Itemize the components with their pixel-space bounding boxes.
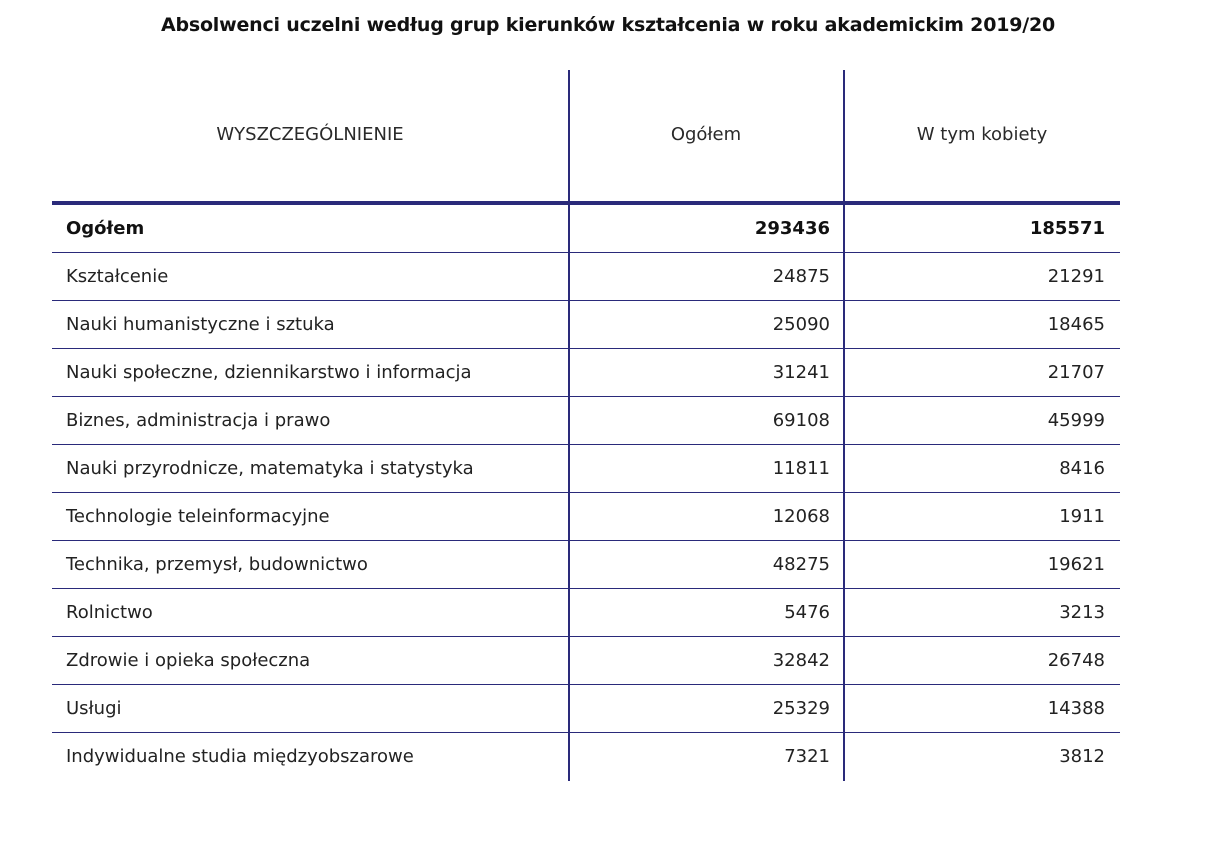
row-label: Biznes, administracja i prawo [66,410,331,431]
row-total-value: 7321 [784,746,830,767]
row-total-value: 32842 [772,650,830,671]
table-row-total [52,205,1120,253]
row-label: Indywidualne studia międzyobszarowe [66,746,414,767]
row-total-value: 11811 [772,458,830,479]
row-women-value: 3213 [1059,602,1105,623]
row-label: Zdrowie i opieka społeczna [66,650,311,671]
row-total-value: 69108 [772,410,830,431]
row-women-value: 18465 [1047,314,1105,335]
table-row [52,637,1120,685]
row-label: Technologie teleinformacyjne [66,506,330,527]
row-total-value: 293436 [754,218,830,239]
row-label: Rolnictwo [66,602,153,623]
row-women-value: 26748 [1047,650,1105,671]
header-wyszczegolnienie: WYSZCZEGÓLNIENIE [216,124,404,145]
row-label: Nauki społeczne, dziennikarstwo i informacja [66,362,472,383]
table-row [52,493,1120,541]
row-women-value: 21707 [1047,362,1105,383]
row-women-value: 21291 [1047,266,1105,287]
table-row [52,445,1120,493]
data-table [52,70,1120,780]
row-total-value: 31241 [772,362,830,383]
table-row [52,349,1120,397]
table-row [52,733,1120,780]
row-label: Ogółem [66,218,145,239]
row-label: Technika, przemysł, budownictwo [66,554,368,575]
row-label: Usługi [66,698,122,719]
table-row [52,253,1120,301]
row-total-value: 12068 [772,506,830,527]
row-women-value: 3812 [1059,746,1105,767]
row-women-value: 8416 [1059,458,1105,479]
row-women-value: 1911 [1059,506,1105,527]
row-women-value: 14388 [1047,698,1105,719]
table-title: Absolwenci uczelni według grup kierunków kształcenia w roku akademickim 2019/20 [160,14,1056,36]
table-row [52,397,1120,445]
header-w-tym-kobiety: W tym kobiety [916,124,1048,145]
row-label: Nauki humanistyczne i sztuka [66,314,335,335]
row-women-value: 45999 [1047,410,1105,431]
row-women-value: 185571 [1029,218,1105,239]
row-total-value: 5476 [784,602,830,623]
table-header [52,70,1120,205]
table-row [52,589,1120,637]
row-label: Nauki przyrodnicze, matematyka i statystyka [66,458,474,479]
row-women-value: 19621 [1047,554,1105,575]
table-row [52,301,1120,349]
row-total-value: 25090 [772,314,830,335]
row-total-value: 48275 [772,554,830,575]
header-ogolem: Ogółem [670,124,742,145]
table-row [52,541,1120,589]
row-total-value: 24875 [772,266,830,287]
row-total-value: 25329 [772,698,830,719]
row-label: Kształcenie [66,266,169,287]
table-row [52,685,1120,733]
